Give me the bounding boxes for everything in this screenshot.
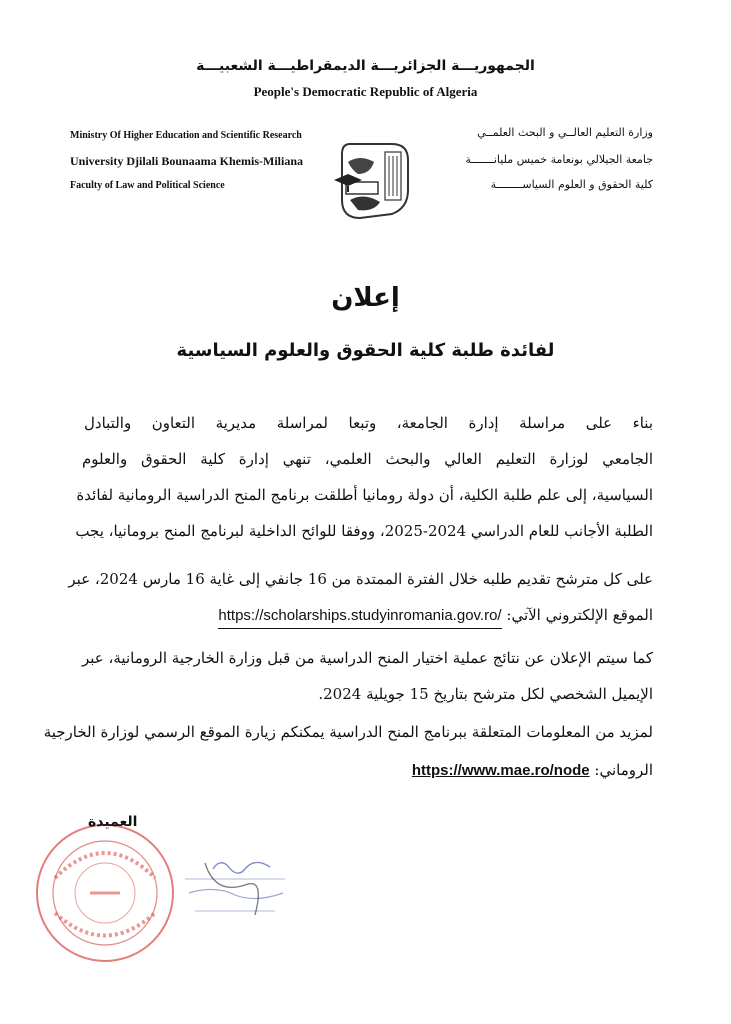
body-line: كما سيتم الإعلان عن نتائج عملية اختيار المنح الدراسية من قبل وزارة الخارجية الرومانية، عبر: [82, 649, 653, 667]
body-line: السياسية، إلى علم طلبة الكلية، أن دولة رومانيا أطلقت برنامج المنح الدراسية الرومانية لفائدة: [76, 486, 653, 504]
body-line: لمزيد من المعلومات المتعلقة ببرنامج المنح الدراسية يمكنكم زيارة الموقع الرسمي لوزارة الخارجية: [43, 723, 653, 741]
body-line: الإيميل الشخصي لكل مترشح بتاريخ 15 جويلية 2024.: [318, 685, 653, 703]
ministry-arabic: وزارة التعليم العالــي و البحث العلمــي: [477, 126, 653, 139]
faculty-english: Faculty of Law and Political Science: [70, 180, 225, 191]
republic-name-arabic: الجمهوريـــة الجزائريـــة الديمقراطيـــة الشعبيـــة: [196, 58, 535, 74]
handwritten-signature-icon: [175, 855, 295, 925]
university-logo-icon: [330, 140, 420, 222]
mae-link[interactable]: https://www.mae.ro/node: [411, 762, 590, 779]
body-line-with-link: [412, 760, 653, 781]
body-line: على كل مترشح تقديم طلبه خلال الفترة الممتدة من 16 جانفي إلى غاية 16 مارس 2024، عبر: [68, 570, 653, 588]
dean-label: العميدة: [88, 814, 138, 830]
official-stamp-icon: [30, 818, 180, 968]
scholarships-link[interactable]: https://scholarships.studyinromania.gov.ro/: [218, 606, 501, 629]
faculty-arabic: كلية الحقوق و العلوم السياســــــــة: [490, 178, 653, 191]
body-line: بناء على مراسلة إدارة الجامعة، وتبعا لمراسلة مديرية التعاون والتبادل: [84, 414, 653, 432]
body-line: الطلبة الأجانب للعام الدراسي 2024-2025، ووفقا للوائح الداخلية لبرنامج المنح برومانيا، يجب: [75, 522, 653, 540]
announcement-title: إعلان: [331, 283, 400, 313]
announcement-subtitle: لفائدة طلبة كلية الحقوق والعلوم السياسية: [176, 340, 555, 361]
university-english: University Djilali Bounaama Khemis-Miliana: [70, 154, 304, 168]
university-arabic: جامعة الجيلالي بونعامة خميس مليانـــــــة: [465, 153, 653, 166]
republic-name-english: People's Democratic Republic of Algeria: [253, 84, 478, 99]
body-line-with-link: [218, 605, 653, 629]
body-line-text: الروماني:: [594, 761, 653, 779]
ministry-english: Ministry Of Higher Education and Scientific Research: [70, 130, 302, 141]
body-line-text: الموقع الإلكتروني الآتي:: [506, 606, 653, 624]
body-line: الجامعي لوزارة التعليم العالي والبحث العلمي، تنهي إدارة كلية الحقوق والعلوم: [82, 450, 653, 468]
